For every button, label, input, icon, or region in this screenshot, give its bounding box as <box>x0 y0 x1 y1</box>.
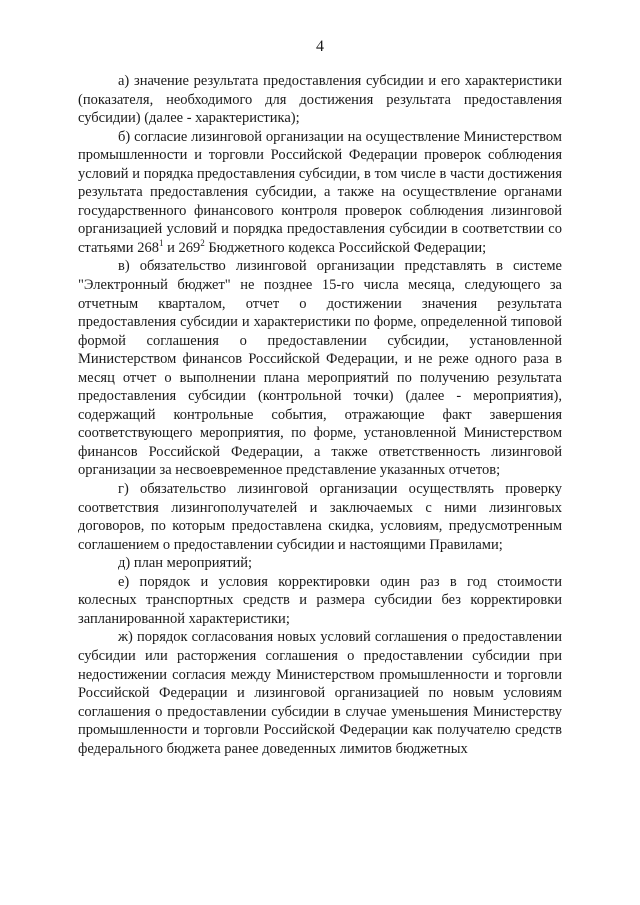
paragraph-g: г) обязательство лизинговой организации осуществлять проверку соответствия лизингополучателей и заключаемых с ними лизинговых договоров, по которым предоставлена скидка, условиям, предусмотренным соглашением о предоставлении субсидии и настоящими Правилами; <box>78 481 562 553</box>
paragraph-b <box>78 128 562 258</box>
page-number: 4 <box>316 38 324 55</box>
superscript-1: 1 <box>158 237 164 248</box>
paragraph-v: в) обязательство лизинговой организации представлять в системе "Электронный бюджет" не позднее 15-го числа месяца, следующего за отчетным кварталом, отчет о достижении значения результата предоставления субсидии и характеристики по форме, определенной типовой формой соглашения о предоставлении субсидии, установленной Министерством финансов Российской Федерации, и не реже одного раза в месяц отчет о выполнении плана мероприятий по получению результата предоставления субсидии (контрольной точки) (далее - мероприятия), содержащий контрольные события, отражающие факт завершения соответствующего мероприятия, по форме, установленной Министерством финансов Российской Федерации, а также ответственность лизинговой организации за несвоевременное представление указанных отчетов; <box>78 258 562 479</box>
paragraph-d: д) план мероприятий; <box>118 555 253 572</box>
document-body <box>78 72 562 758</box>
superscript-2: 2 <box>200 237 205 248</box>
paragraph-b-end: Бюджетного кодекса Российской Федерации; <box>204 239 487 256</box>
paragraph-zh: ж) порядок согласования новых условий соглашения о предоставлении субсидии или расторжения соглашения о предоставлении субсидии при недостижении согласия между Министерством промышленности и торговли Российской Федерации и лизинговой организацией по новым условиям соглашения о предоставлении субсидии в случае уменьшения Министерству промышленности и торговли Российской Федерации как получателю средств федерального бюджета ранее доведенных лимитов бюджетных <box>78 629 562 757</box>
paragraph-e: е) порядок и условия корректировки один раз в год стоимости колесных транспортных средств и размера субсидии без корректировки запланированной характеристики; <box>78 573 562 627</box>
paragraph-a: а) значение результата предоставления субсидии и его характеристики (показателя, необходимого для достижения результата предоставления субсидии) (далее - характеристика); <box>78 73 562 127</box>
paragraph-b-text: б) согласие лизинговой организации на осуществление Министерством промышленности и торговли Российской Федерации проверок соблюдения условий и порядка предоставления субсидии, в том числе в части достижения результата предоставления субсидии, а также на осуществление органами государственного финансового контроля проверок соблюдения лизинговой организацией условий и порядка предоставления субсидии в соответствии со статьями 268 <box>78 128 562 256</box>
paragraph-b-mid: и 269 <box>163 239 201 256</box>
